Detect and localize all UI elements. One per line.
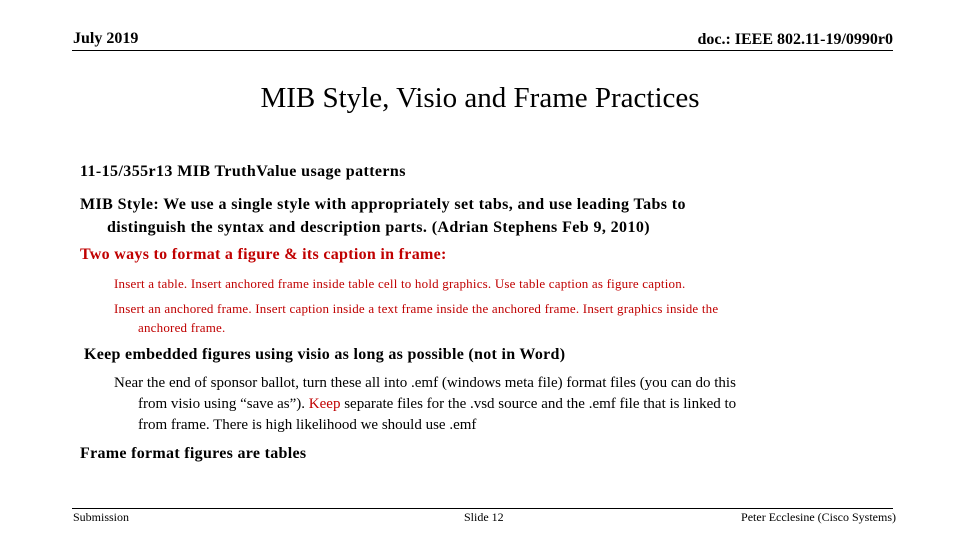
subbullet-emf-line2-b: separate files for the .vsd source and the .emf file that is linked to [340,396,737,412]
subbullet-insert-frame [114,299,854,337]
footer-slide-number: Slide 12 [464,510,504,524]
footer-author: Peter Ecclesine (Cisco Systems) [741,510,896,524]
subbullet-emf-line2 [114,394,884,415]
subbullet-insert-frame-line2: anchored frame. [138,320,226,335]
keep-highlight: Keep [308,396,341,412]
header-date: July 2019 [73,30,139,47]
subbullet-insert-table: Insert a table. Insert anchored frame inside table cell to hold graphics. Use table caption as figure caption. [114,276,686,291]
header-divider [72,50,893,51]
bullet-keep-visio: Keep embedded figures using visio as long as possible (not in Word) [84,346,566,363]
bullet-mib-style [80,193,840,239]
bullet-mib-truthvalue: 11-15/355r13 MIB TruthValue usage patterns [80,163,406,180]
header-doc-id: doc.: IEEE 802.11-19/0990r0 [697,31,893,48]
bullet-mib-style-line2: distinguish the syntax and description parts. (Adrian Stephens Feb 9, 2010) [107,219,650,236]
bullet-frame-tables: Frame format figures are tables [80,445,307,462]
subbullet-emf [114,373,884,436]
subbullet-emf-line2-a: from visio using “save as”). [138,396,309,412]
subbullet-emf-line1: Near the end of sponsor ballot, turn these all into .emf (windows meta file) format files (you can do this [114,375,736,391]
footer-submission: Submission [73,510,130,524]
bullet-two-ways: Two ways to format a figure & its caption in frame: [80,246,447,263]
subbullet-emf-line3: from frame. There is high likelihood we should use .emf [138,417,477,433]
slide-title: MIB Style, Visio and Frame Practices [260,82,700,114]
footer-divider [72,508,893,509]
subbullet-insert-frame-line1: Insert an anchored frame. Insert caption inside a text frame inside the anchored frame. Insert graphics inside the [114,301,719,316]
bullet-mib-style-line1: MIB Style: We use a single style with appropriately set tabs, and use leading Tabs to [80,196,686,213]
